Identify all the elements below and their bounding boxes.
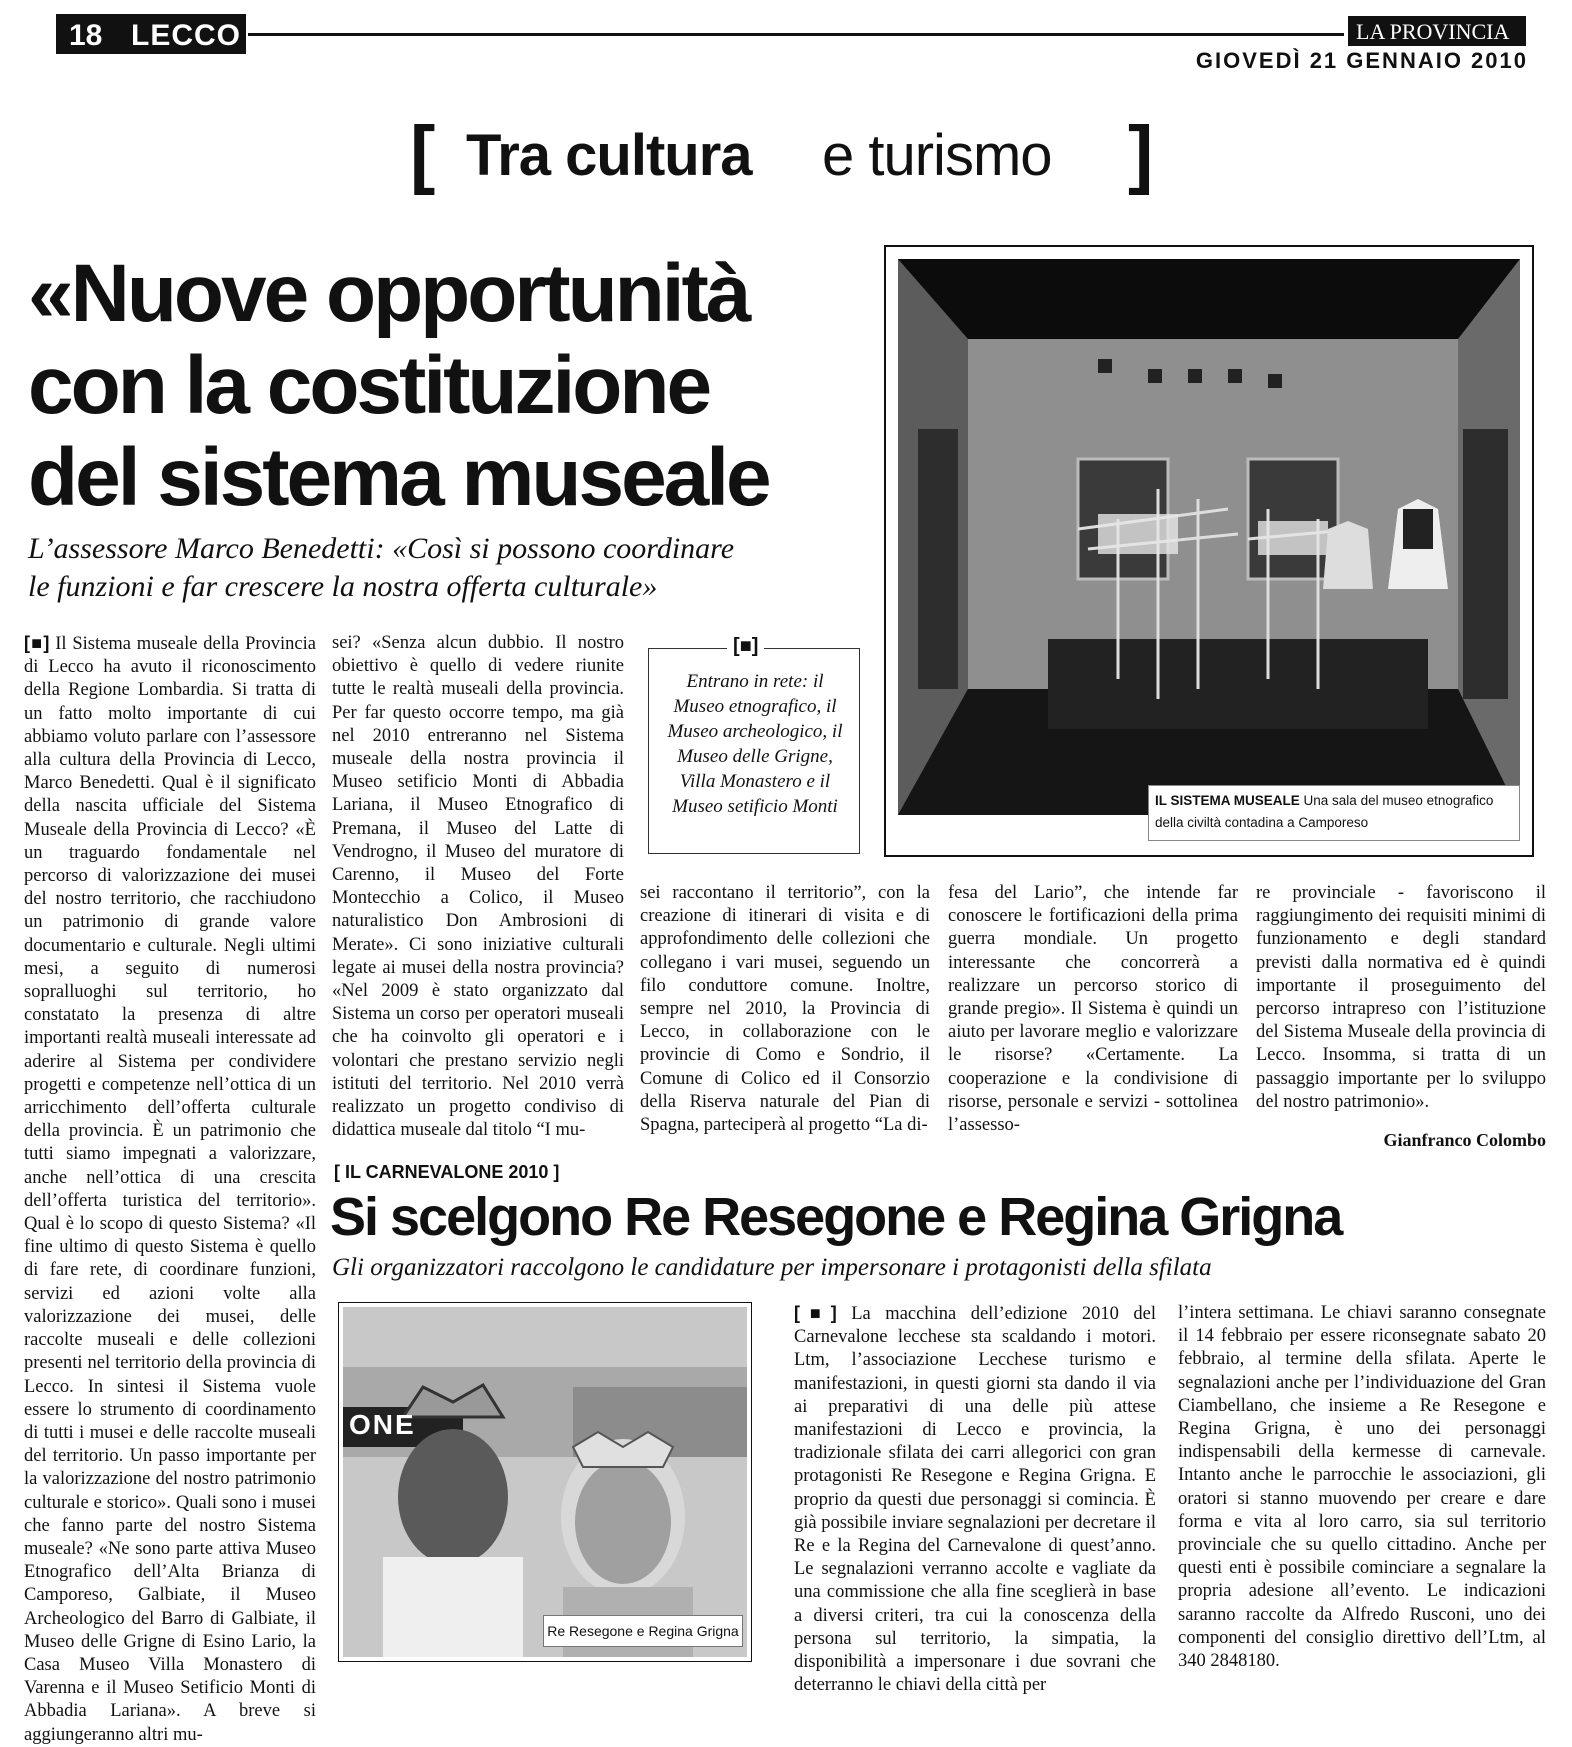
article1-headline xyxy=(28,248,898,524)
photo-caption-box xyxy=(1148,785,1520,841)
issue-date: GIOVEDÌ 21 GENNAIO 2010 xyxy=(1195,48,1528,73)
article1-column-3 xyxy=(640,882,930,1152)
subtitle-line: L’assessore Marco Benedetti: «Così si possono coordinare xyxy=(28,532,735,565)
article1-subtitle xyxy=(28,530,888,606)
article2-headline: Si scelgono Re Resegone e Regina Grigna xyxy=(330,1187,1342,1247)
museum-room-image xyxy=(898,259,1520,815)
article-marker: [■] xyxy=(794,1303,837,1323)
caption-text: Una sala del museo etnografico della civiltà contadina a Camporeso xyxy=(1155,793,1494,830)
headline-line: del sistema museale xyxy=(28,432,769,523)
article1-column-4 xyxy=(948,882,1238,1152)
museum-photo-frame xyxy=(884,245,1534,857)
article1-col3-text: sei raccontano il territorio”, con la creazione di itinerari di visita e di approfondimento delle collezioni che collegano i vari musei, seguendo un filo conduttore comune. Inoltre, sempre nel 2010, la Provincia di Lecco, in collaborazione con le provincie di Como e Sondrio, il Comune di Colico ed il Consorzio della Riserva naturale del Pian di Spagna, parteciperà al progetto “La di- xyxy=(640,883,930,1136)
article1-column-5 xyxy=(1256,882,1546,1132)
header-rule xyxy=(248,33,1344,36)
headline-line: «Nuove opportunità xyxy=(28,248,749,339)
newspaper-masthead xyxy=(1348,16,1526,46)
article1-col5-text: re provinciale - favoriscono il raggiungimento dei requisiti minimi di funzionamento e degli standard previsti dalla normativa ed è quindi importante il proseguimento del percorso intrapreso con l’istituzione del Sistema Museale della provincia di Lecco. Insomma, si tratta di un passaggio importante per lo sviluppo del nostro patrimonio». xyxy=(1256,883,1546,1112)
carnival-photo-frame xyxy=(338,1302,752,1662)
page-header xyxy=(0,0,1572,80)
masthead-label: LA PROVINCIA xyxy=(1356,19,1510,44)
article1-col1-text: Il Sistema museale della Provincia di Lecco ha avuto il riconoscimento della Regione Lombardia. Si tratta di un fatto molto importante di cui abbiamo voluto parlare con l’assessore alla cultura della Provincia di Lecco, Marco Benedetti. Qual è il significato della nascita ufficiale del Sistema Museale della Provincia di Lecco? «È un traguardo fondamentale nel percorso di valorizzazione dei musei del nostro territorio, che racchiudono un patrimonio di grande valore documentario e culturale. Negli ultimi mesi, a seguito di numerosi sopralluoghi sul territorio, ho constatato la presenza di altre importanti realtà museali interessate ad aderire al Sistema per condividere progetti e competenze nell’ottica di un arricchimento dell’offerta culturale della provincia. È un patrimonio che tutti siamo impegnati a valorizzare, anche nell’ottica di una crescita dell’offerta turistica del territorio». Qual è lo scopo di questo Sistema? «Il fine ultimo di questo Sistema è quello di fare rete, di coordinare funzioni, servizi ed azioni volte alla valorizzazione dei musei, delle raccolte museali e delle collezioni presenti nel territorio della provincia di Lecco. In sintesi il Sistema vuole essere lo strumento di coordinamento di tutti i musei e delle raccolte museali del territorio. Un passo importante per la valorizzazione del nostro patrimonio culturale e storico». Quali sono i musei che fanno parte del nostro Sistema museale? «Ne sono parte attiva Museo Etnografico dell’Alta Brianza di Camporeso, Galbiate, il Museo Archeologico del Barro di Galbiate, il Museo delle Grigne di Esino Lario, la Casa Museo Villa Monastero di Varenna e il Museo Setificio Monti di Abbadia Lariana». A breve si aggiungeranno altri mu- xyxy=(24,634,316,1745)
article1-column-1 xyxy=(24,632,316,1745)
article2-col1-text: La macchina dell’edizione 2010 del Carnevalone lecchese sta scaldando i motori. Ltm, l’associazione Lecchese turismo e manifestazioni, in questi giorni sta dando il via ai preparativi di una delle più attese manifestazioni di Lecco e provincia, la tradizionale sfilata dei carri allegorici con gran protagonisti Re Resegone e Regina Grigna. E proprio da questi due personaggi si comincia. È già possibile inviare segnalazioni per decretare il Re e la Regina del Carnevalone di quest’anno. Le segnalazioni verranno accolte e vagliate da una commissione che alla fine sceglierà in base a diversi criteri, tra cui la conoscenza della persona sul territorio, la simpatia, la disponibilità a impersonare i due sovrani che deterranno le chiavi della città per xyxy=(794,1304,1156,1696)
member-museums-box xyxy=(648,635,860,854)
article2-column-2 xyxy=(1178,1302,1546,1672)
kicker-bracket-open: [ xyxy=(410,111,436,196)
article1-column-2 xyxy=(332,632,624,1152)
headline-line: con la costituzione xyxy=(28,340,710,431)
carnival-photo-caption: Re Resegone e Regina Grigna xyxy=(543,1615,743,1647)
section-name: LECCO xyxy=(131,19,241,52)
article2-kicker: [ IL CARNEVALONE 2010 ] xyxy=(334,1162,560,1182)
page-number: 18 xyxy=(69,19,103,52)
carnival-photo xyxy=(343,1307,747,1657)
kicker-bold: Tra cultura xyxy=(466,123,752,188)
caption-bold: IL SISTEMA MUSEALE xyxy=(1155,793,1300,808)
photo-sign-text: ONE xyxy=(349,1409,416,1440)
article2-col2-text: l’intera settimana. Le chiavi saranno consegnate il 14 febbraio per essere riconsegnate sabato 20 febbraio, al termine della sfilata. Aperte le segnalazioni anche per l’individuazione del Gran Ciambellano, che insieme a Re Resegone e Regina Grigna, è uno dei personaggi indispensabili della kermesse di carnevale. Intanto anche le parrocchie le associazioni, gli oratori si stanno muovendo per creare e dare forma e vita al loro carro, sia sul territorio provinciale che su quello cittadino. Anche per questi enti è possibile cominciare a segnalare la propria adesione all’evento. Le indicazioni saranno raccolte da Alfredo Rusconi, uno dei componenti del consiglio direttivo dell’Ltm, al 340 2848180. xyxy=(1178,1303,1546,1672)
king-queen-image xyxy=(343,1307,747,1657)
article2-subtitle: Gli organizzatori raccolgono le candidature per impersonare i protagonisti della sfilata xyxy=(332,1254,1212,1281)
byline: Gianfranco Colombo xyxy=(1383,1130,1546,1150)
article-marker: [■] xyxy=(24,633,50,653)
kicker-bracket-close: ] xyxy=(1128,111,1154,196)
article1-col2-text: sei? «Senza alcun dubbio. Il nostro obiettivo è quello di vedere riunite tutte le realtà museali della provincia. Per far questo occorre tempo, ma già nel 2010 entreranno nel Sistema museale della nostra provincia il Museo setificio Monti di Abbadia Lariana, il Museo Etnografico di Premana, il Museo del Latte di Vendrogno, il Museo del muratore di Carenno, il Museo del Forte Montecchio a Colico, il Museo naturalistico Don Ambrosioni di Merate». Ci sono iniziative culturali legate ai musei della nostra provincia? «Nel 2009 è stato organizzato dal Sistema un corso per operatori museali che ha coinvolto gli operatori e i volontari che prestano servizio negli istituti del territorio. Nel 2010 verrà realizzato un progetto condiviso di didattica museale dal titolo “I mu- xyxy=(332,633,624,1141)
page-number-badge xyxy=(56,14,246,54)
museum-photo xyxy=(898,259,1520,815)
sidebox-marker: [■] xyxy=(727,635,764,658)
article2-column-1 xyxy=(794,1302,1156,1696)
sidebox-text: Entrano in rete: il Museo etnografico, il Museo archeologico, il Museo delle Grigne, Villa Monastero e il Museo setificio Monti xyxy=(667,671,843,817)
section-kicker xyxy=(410,111,1190,198)
kicker-light: e turismo xyxy=(822,123,1052,188)
article1-col4-text: fesa del Lario”, che intende far conoscere le fortificazioni della prima guerra mondiale. Un progetto interessante che concorrerà a realizzare un percorso storico di grande pregio». Il Sistema è quindi un aiuto per lavorare meglio e valorizzare le risorse? «Certamente. La cooperazione e la condivisione di risorse, personale e servizi - sottolinea l’assesso- xyxy=(948,883,1238,1136)
subtitle-line: le funzioni e far crescere la nostra offerta culturale» xyxy=(28,570,658,603)
